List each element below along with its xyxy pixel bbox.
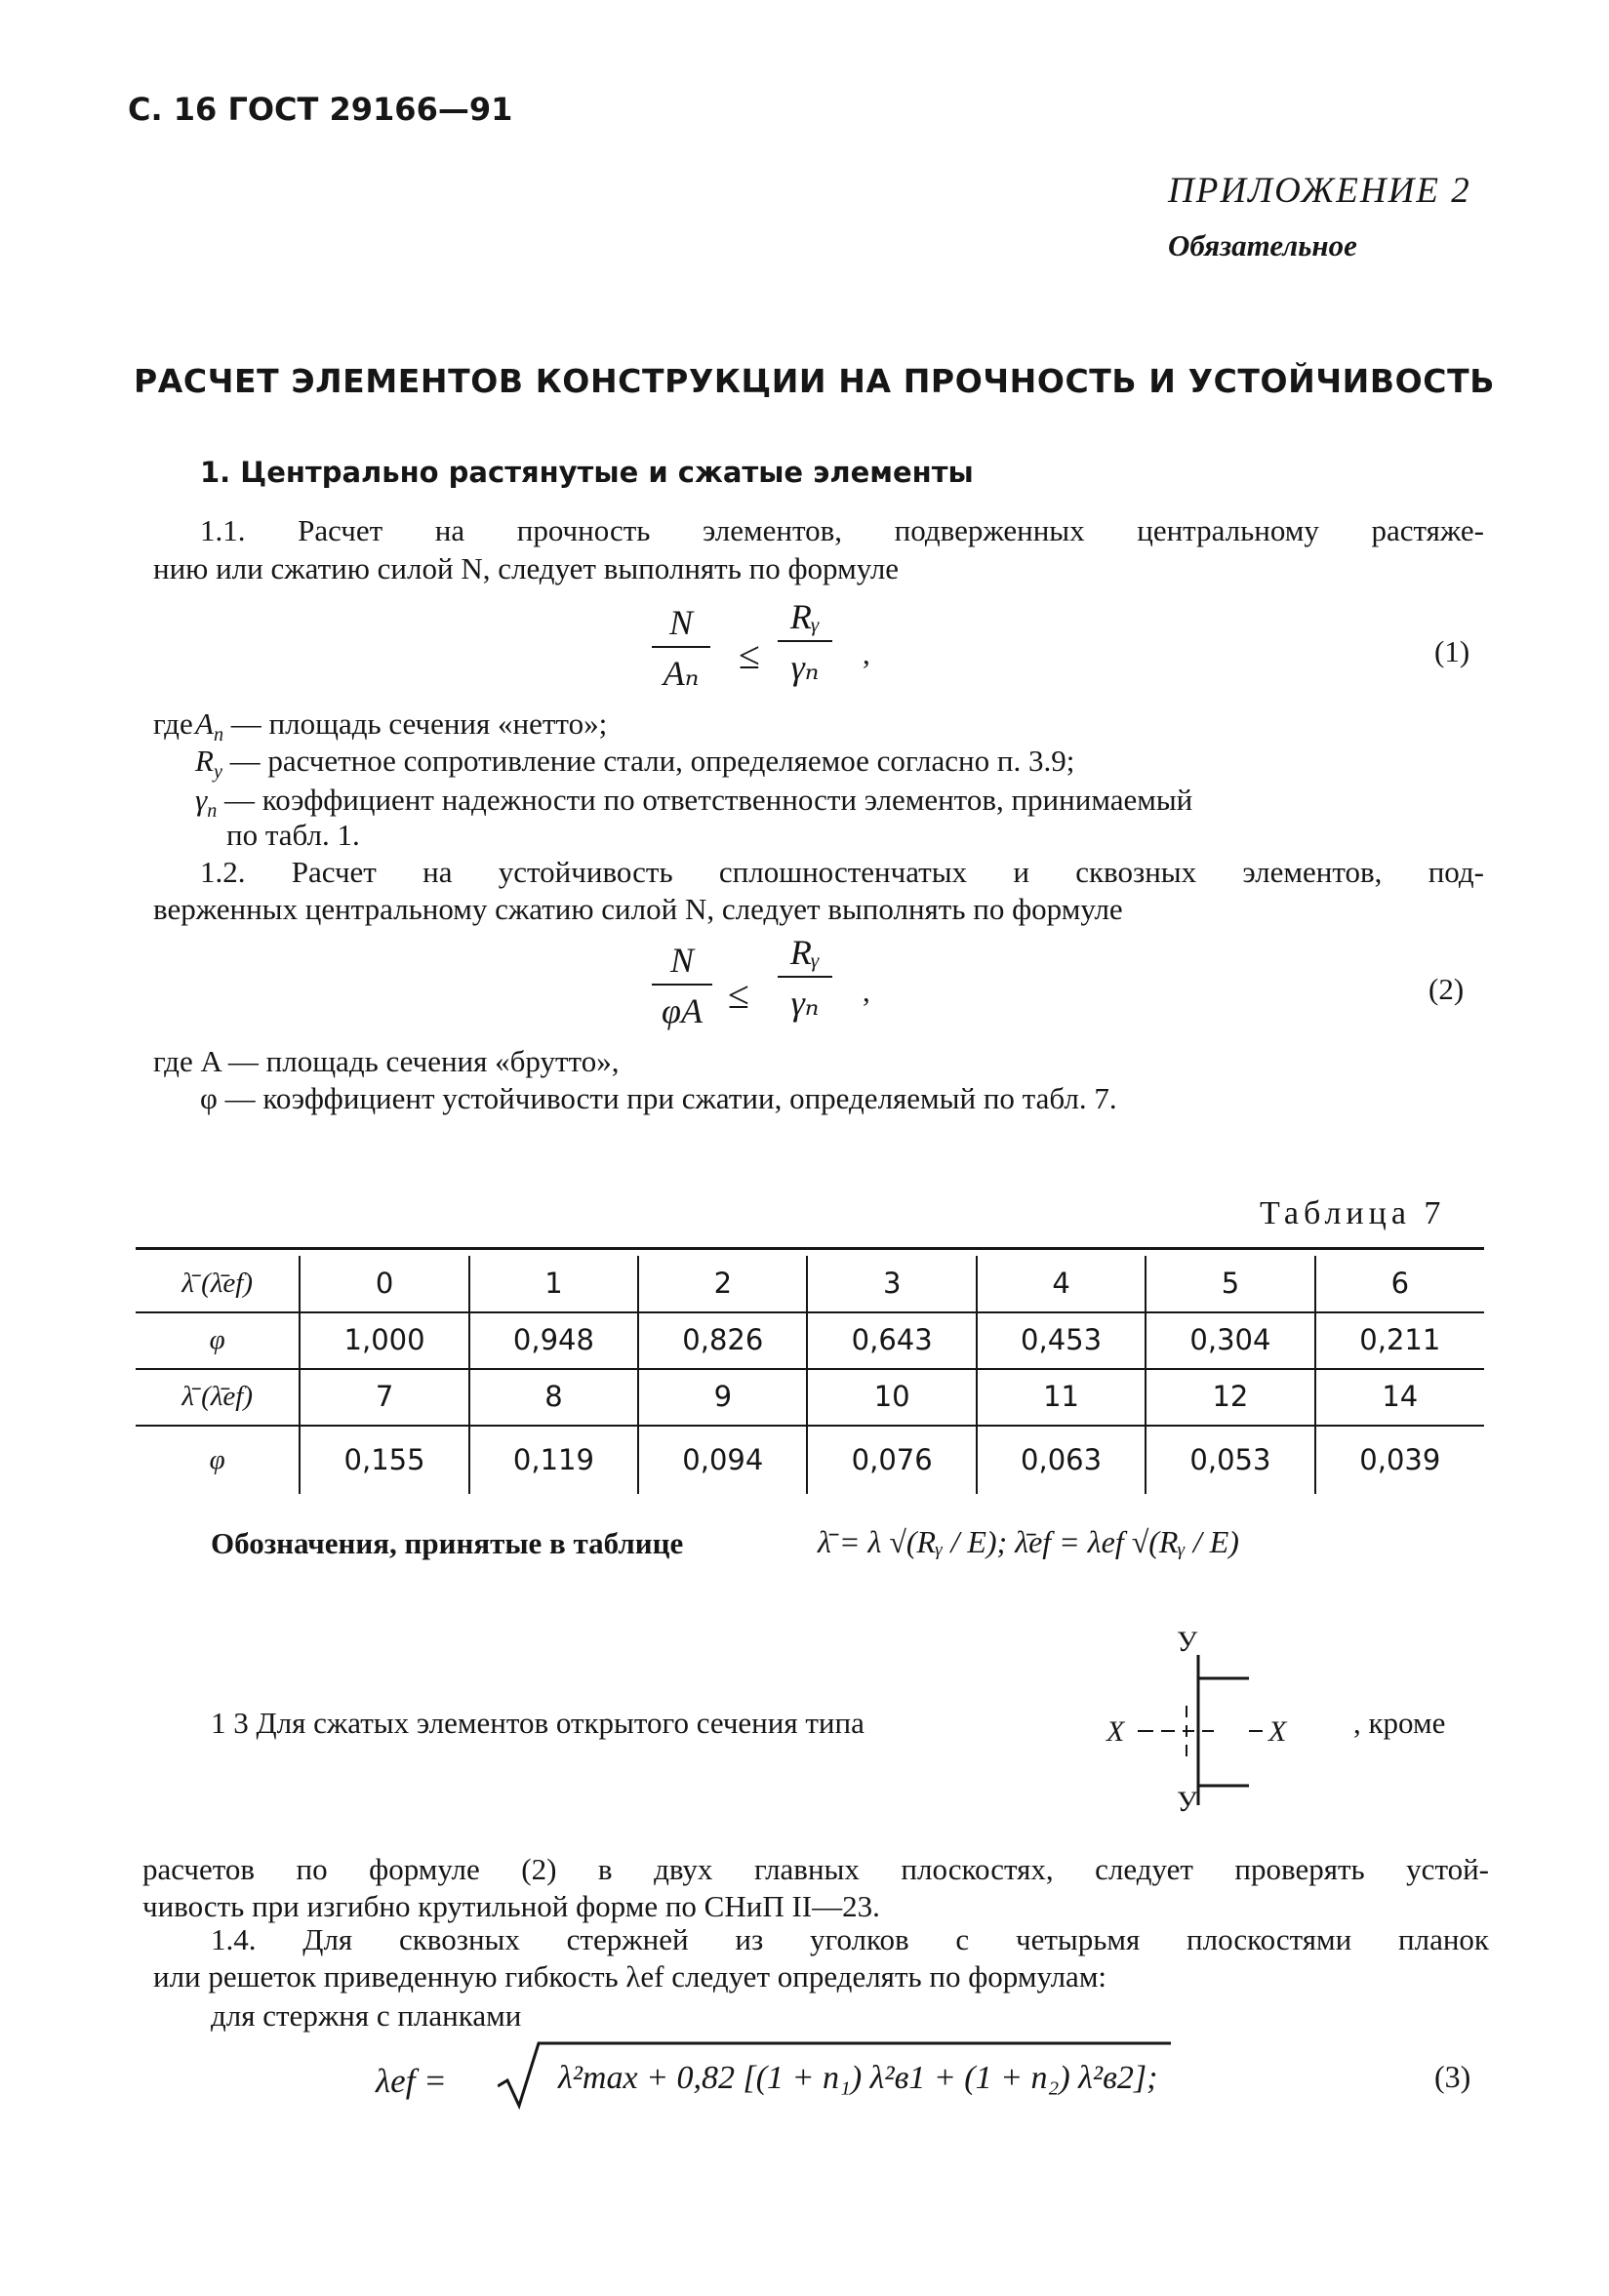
table-cell: 0,304 (1146, 1312, 1314, 1369)
table-cell: 0,053 (1146, 1426, 1314, 1494)
row-label: φ (136, 1312, 300, 1369)
table-top-rule (136, 1247, 1484, 1250)
row-label: λ̄ (λ̄ef) (136, 1256, 300, 1312)
table-cell: 0,039 (1315, 1426, 1484, 1494)
axis-x-left-label: X (1106, 1715, 1125, 1748)
table-row (136, 1426, 1484, 1494)
formula-3-lhs: λef = (376, 2062, 447, 2100)
formula-1-left-fraction: $\frac{N}{\text{Aₙ}}$ (652, 605, 710, 691)
paragraph-1-3-line-3: чивость при изгибно крутильной форме по СНиП II—23. (142, 1889, 880, 1923)
table-row (136, 1369, 1484, 1426)
formula-3-number: (3) (1434, 2059, 1471, 2094)
appendix-label: ПРИЛОЖЕНИЕ 2 (1168, 171, 1471, 211)
table-cell: 0,211 (1315, 1312, 1484, 1369)
appendix-note: Обязательное (1168, 228, 1357, 262)
table-cell: 4 (977, 1256, 1146, 1312)
paragraph-1-3-line-1-end: , кроме (1353, 1706, 1446, 1740)
row-label: λ̄ (λ̄ef) (136, 1369, 300, 1426)
table-cell: 8 (469, 1369, 638, 1426)
channel-section-icon (1093, 1624, 1298, 1825)
formula-1-number: (1) (1434, 634, 1470, 668)
table-cell: 0,076 (807, 1426, 976, 1494)
paragraph-1-3-line-2: расчетов по формуле (2) в двух главных плоскостях, следует проверять устой- (142, 1852, 1489, 1886)
paragraph-1-2-line-1: 1.2. Расчет на устойчивость сплошностенчатых и сквозных элементов, под- (200, 855, 1484, 889)
formula-1-right-fraction: $\frac{\text{Rᵧ}}{\text{γₙ}}$ (778, 599, 832, 685)
formula-2-number: (2) (1428, 972, 1465, 1006)
where-term-continuation: по табл. 1. (226, 818, 360, 852)
table-cell: 0,643 (807, 1312, 976, 1369)
table-cell: 0,063 (977, 1426, 1146, 1494)
formula-1-relation: ≤ (739, 633, 760, 677)
table-cell: 6 (1315, 1256, 1484, 1312)
paragraph-1-4-line-2: или решеток приведенную гибкость λef следует определять по формулам: (153, 1959, 1107, 1994)
formula-2-comma: , (863, 974, 870, 1008)
table-cell: 0,948 (469, 1312, 638, 1369)
formula-2-left-fraction: $\frac{N}{\varphi A}$ (652, 943, 712, 1028)
table-cell: 10 (807, 1369, 976, 1426)
table-cell: 7 (300, 1369, 468, 1426)
formula-2-right-fraction: $\frac{\text{Rᵧ}}{\text{γₙ}}$ (778, 935, 832, 1021)
where-term-gamma-n: $\gamma_n$ — коэффициент надежности по ответственности элементов, принимаемый (195, 783, 1193, 823)
paragraph-1-4-line-1: 1.4. Для сквозных стержней из уголков с четырьмя плоскостями планок (211, 1922, 1489, 1956)
paragraph-1-3-line-1-start: 1 3 Для сжатых элементов открытого сечения типа (211, 1706, 865, 1740)
table-cell: 0 (300, 1256, 468, 1312)
where-2-line-2: φ — коэффициент устойчивости при сжатии, определяемый по табл. 7. (200, 1081, 1117, 1115)
axis-x-right-label: X (1268, 1715, 1287, 1748)
table-cell: 11 (977, 1369, 1146, 1426)
where-term-ry: $R_y$ — расчетное сопротивление стали, определяемое согласно п. 3.9; (195, 744, 1075, 784)
where-term-an: $A_n$ — площадь сечения «нетто»; (195, 706, 608, 746)
table-cell: 0,453 (977, 1312, 1146, 1369)
paragraph-1-1-line-1: 1.1. Расчет на прочность элементов, подверженных центральному растяже- (200, 513, 1484, 547)
table-cell: 1,000 (300, 1312, 468, 1369)
page-reference: С. 16 ГОСТ 29166—91 (128, 91, 513, 128)
page-title: РАСЧЕТ ЭЛЕМЕНТОВ КОНСТРУКЦИИ НА ПРОЧНОСТЬ И УСТОЙЧИВОСТЬ (134, 362, 1495, 400)
where-2-line-1: где A — площадь сечения «брутто», (153, 1044, 620, 1078)
paragraph-1-4-line-3: для стержня с планками (211, 1998, 522, 2033)
axis-y-top-label: У (1177, 1626, 1198, 1658)
table-cell: 2 (638, 1256, 807, 1312)
formula-1-comma: , (863, 636, 870, 670)
table-cell: 14 (1315, 1369, 1484, 1426)
table-caption: Таблица 7 (1260, 1195, 1446, 1231)
table-cell: 0,119 (469, 1426, 638, 1494)
row-label: φ (209, 1443, 225, 1475)
section-heading: 1. Центрально растянутые и сжатые элементы (200, 456, 974, 489)
axis-y-bottom-label: У (1177, 1786, 1198, 1818)
table-notation-label: Обозначения, принятые в таблице (211, 1526, 684, 1560)
table-cell: 12 (1146, 1369, 1314, 1426)
table-7 (136, 1256, 1484, 1494)
where-prefix: где (153, 706, 193, 741)
table-cell: 0,826 (638, 1312, 807, 1369)
table-cell: 3 (807, 1256, 976, 1312)
table-cell: 0,094 (638, 1426, 807, 1494)
formula-3-radicand: λ²max + 0,82 [(1 + n₁) λ²в1 + (1 + n₂) λ²в2]; (558, 2060, 1158, 2096)
table-cell: 1 (469, 1256, 638, 1312)
paragraph-1-2-line-2: верженных центральному сжатию силой N, следует выполнять по формуле (153, 892, 1123, 926)
table-cell: 0,155 (300, 1426, 468, 1494)
table-row (136, 1312, 1484, 1369)
table-row (136, 1256, 1484, 1312)
formula-2-relation: ≤ (728, 973, 749, 1017)
paragraph-1-1-line-2: нию или сжатию силой N, следует выполнять по формуле (153, 551, 900, 585)
table-cell: 5 (1146, 1256, 1314, 1312)
table-notation-formula: λ̄ = λ √(Rᵧ / E); λ̄ef = λef √(Rᵧ / E) (818, 1524, 1239, 1559)
table-cell: 9 (638, 1369, 807, 1426)
